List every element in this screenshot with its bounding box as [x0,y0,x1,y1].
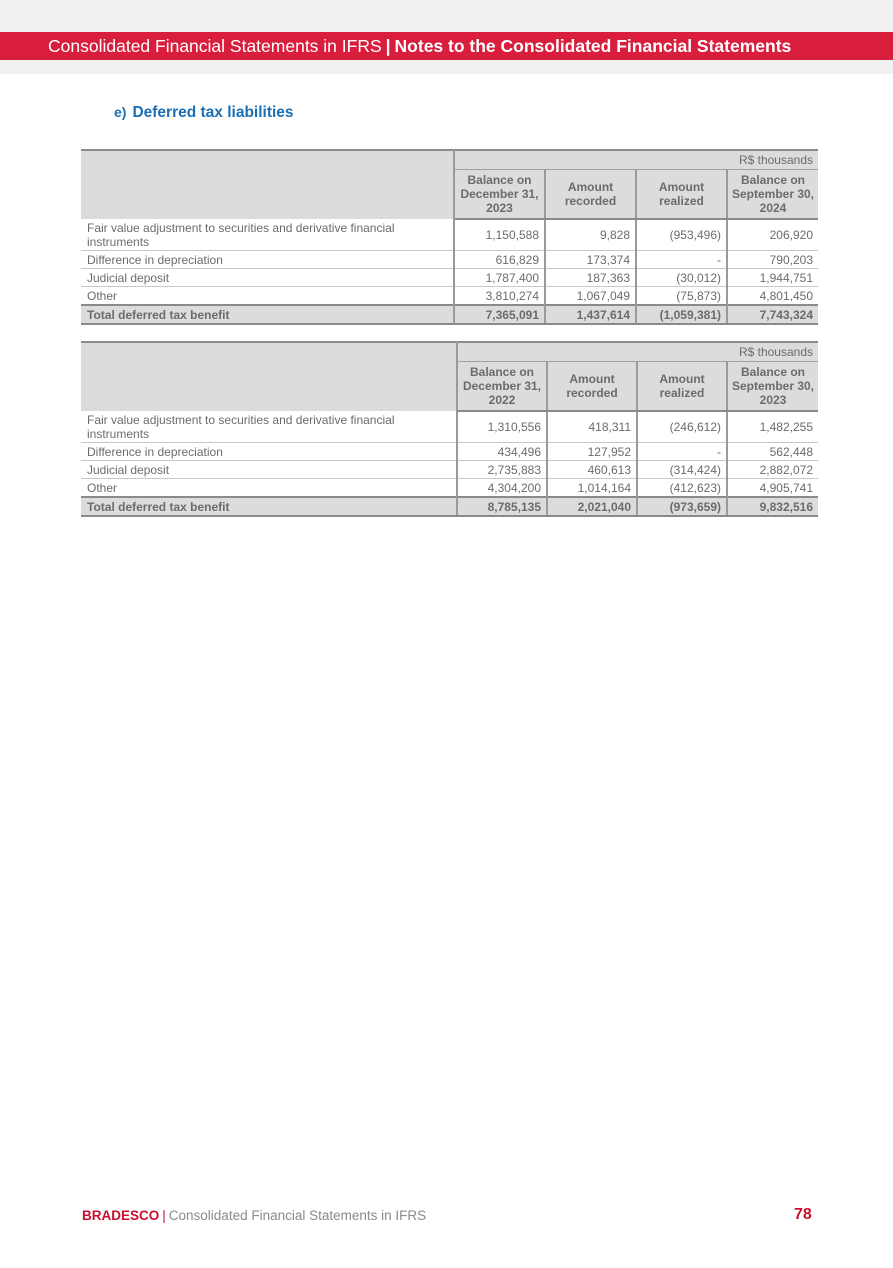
cell-value: 3,810,274 [454,287,545,306]
section-heading: Deferred tax liabilities [132,104,294,121]
cell-value: 460,613 [547,461,637,479]
cell-value: - [636,251,727,269]
cell-value: (30,012) [636,269,727,287]
cell-value: - [637,443,727,461]
table-row [81,287,818,306]
section-letter: e) [114,104,127,120]
cell-value: 2,882,072 [727,461,818,479]
column-header: Balance on December 31, 2022 [457,362,547,412]
total-value: 2,021,040 [547,497,637,516]
cell-value: (314,424) [637,461,727,479]
table-row [81,411,818,443]
cell-value: 616,829 [454,251,545,269]
cell-value: 127,952 [547,443,637,461]
total-value: 9,832,516 [727,497,818,516]
column-header: Amount realized [636,170,727,220]
column-header: Amount recorded [545,170,636,220]
total-value: 7,743,324 [727,305,818,324]
total-value: 8,785,135 [457,497,547,516]
total-row [81,497,818,516]
header-separator: | [385,36,391,56]
deferred-tax-table-2024 [81,149,818,325]
unit-label: R$ thousands [454,150,818,170]
row-label: Difference in depreciation [81,251,454,269]
cell-value: 187,363 [545,269,636,287]
cell-value: 206,920 [727,219,818,251]
column-header: Balance on December 31, 2023 [454,170,545,220]
page-header [0,32,893,60]
table-row [81,443,818,461]
cell-value: 1,944,751 [727,269,818,287]
row-label: Judicial deposit [81,269,454,287]
cell-value: 1,067,049 [545,287,636,306]
cell-value: 1,150,588 [454,219,545,251]
cell-value: 562,448 [727,443,818,461]
table-row [81,269,818,287]
cell-value: 2,735,883 [457,461,547,479]
header-title-bold: Notes to the Consolidated Financial Statements [394,36,792,56]
footer-separator: | [162,1208,166,1223]
row-label: Fair value adjustment to securities and derivative financial instruments [81,411,457,443]
row-label: Fair value adjustment to securities and derivative financial instruments [81,219,454,251]
cell-value: 4,304,200 [457,479,547,498]
table-row [81,251,818,269]
cell-value: 1,482,255 [727,411,818,443]
cell-value: (412,623) [637,479,727,498]
cell-value: 4,905,741 [727,479,818,498]
cell-value: 9,828 [545,219,636,251]
deferred-tax-table-2023 [81,341,818,517]
unit-label: R$ thousands [457,342,818,362]
row-label: Judicial deposit [81,461,457,479]
total-label: Total deferred tax benefit [81,305,454,324]
table-row [81,219,818,251]
section-title [114,104,294,122]
page-number: 78 [794,1206,812,1223]
page-footer [82,1208,426,1223]
total-label: Total deferred tax benefit [81,497,457,516]
footer-text: Consolidated Financial Statements in IFRS [168,1208,427,1223]
table-row [81,479,818,498]
row-label: Other [81,287,454,306]
cell-value: 434,496 [457,443,547,461]
cell-value: (953,496) [636,219,727,251]
cell-value: 1,310,556 [457,411,547,443]
cell-value: 4,801,450 [727,287,818,306]
cell-value: (246,612) [637,411,727,443]
column-header: Balance on September 30, 2023 [727,362,818,412]
table-corner [81,150,454,219]
total-value: 1,437,614 [545,305,636,324]
cell-value: 418,311 [547,411,637,443]
table-row [81,461,818,479]
cell-value: 1,787,400 [454,269,545,287]
header-title-regular: Consolidated Financial Statements in IFRS [48,36,382,56]
cell-value: 1,014,164 [547,479,637,498]
total-row [81,305,818,324]
table-corner [81,342,457,411]
column-header: Balance on September 30, 2024 [727,170,818,220]
row-label: Other [81,479,457,498]
column-header: Amount recorded [547,362,637,412]
column-header: Amount realized [637,362,727,412]
cell-value: 173,374 [545,251,636,269]
cell-value: (75,873) [636,287,727,306]
total-value: (1,059,381) [636,305,727,324]
total-value: 7,365,091 [454,305,545,324]
footer-brand: BRADESCO [82,1208,160,1223]
row-label: Difference in depreciation [81,443,457,461]
cell-value: 790,203 [727,251,818,269]
total-value: (973,659) [637,497,727,516]
